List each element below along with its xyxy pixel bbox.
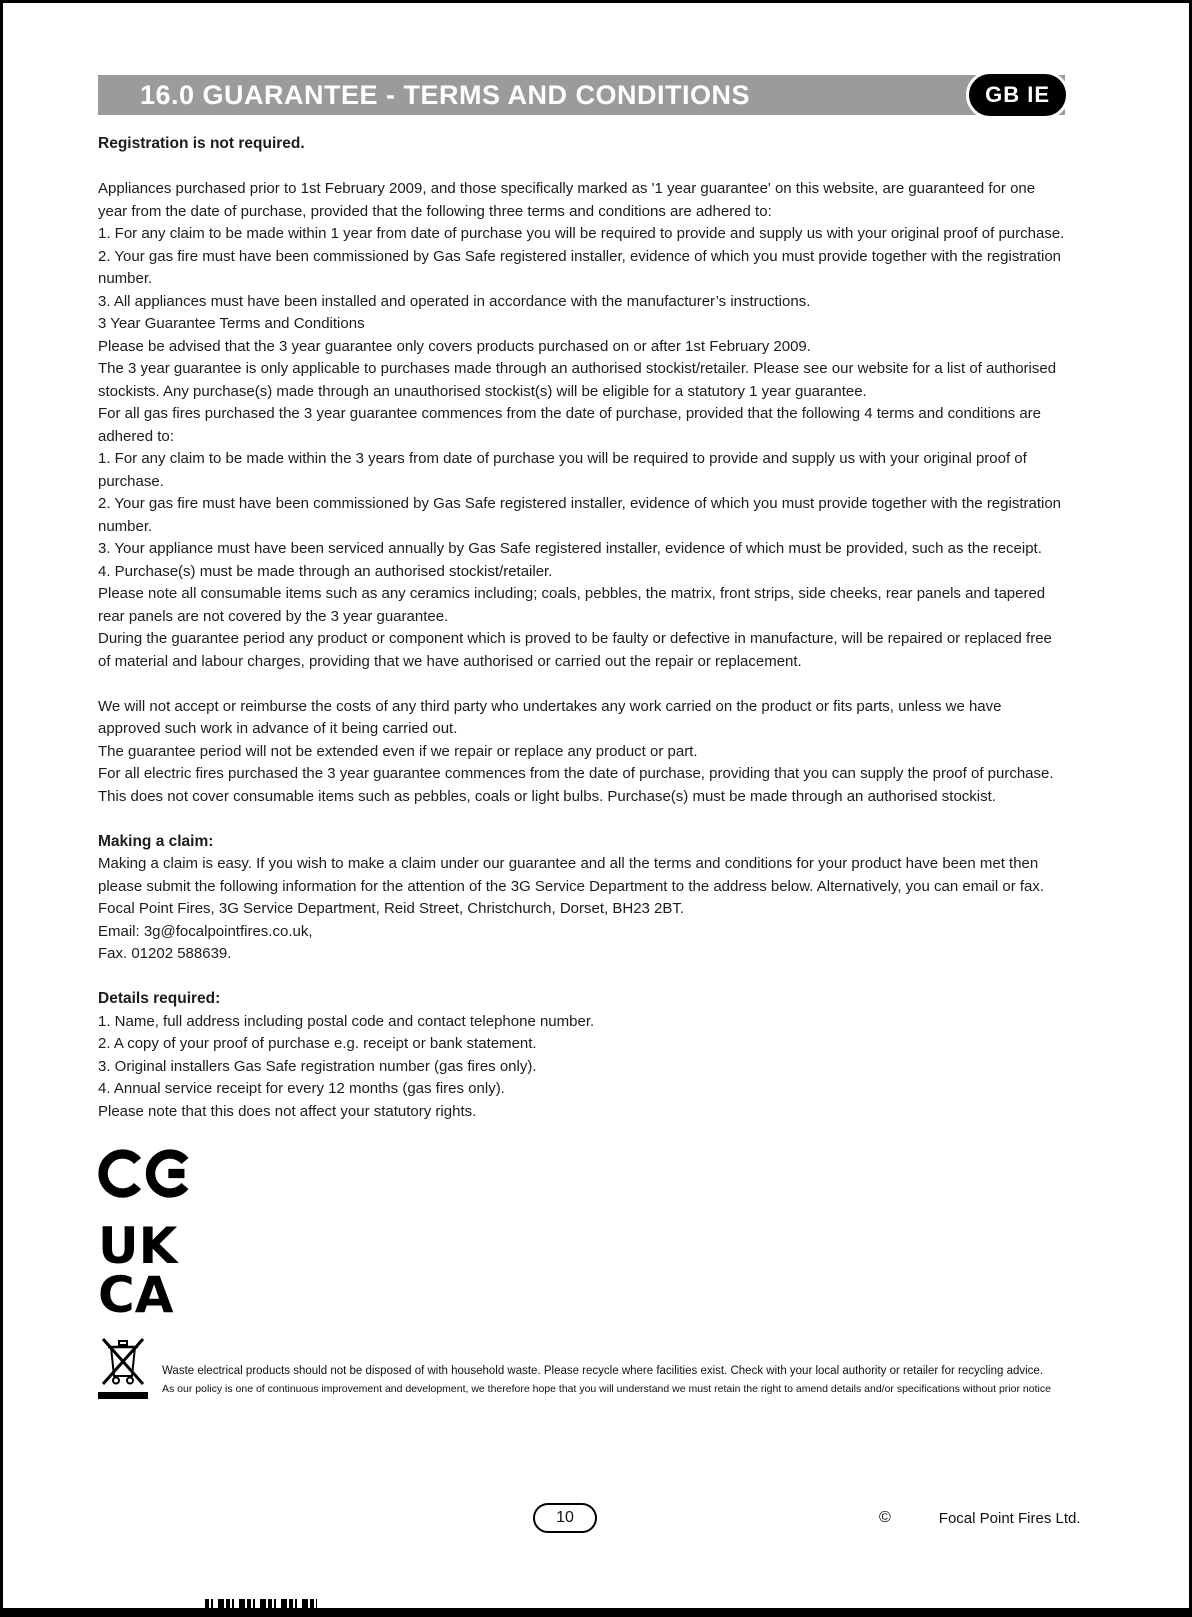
recycling-note: Waste electrical products should not be disposed of with household waste. Please recycle where facilities exist. Check with your local authority or retailer for recycling advice. <box>162 1365 1044 1377</box>
paragraph-spacer <box>98 156 1065 179</box>
body-paragraph: Email: 3g@focalpointfires.co.uk, <box>98 922 313 940</box>
body-paragraph: During the guarantee period any product or component which is proved to be faulty or defective in manufacture, will be repaired or replaced free of material and labour charges, providing that we have authorised or carried out the repair or replacement. <box>98 630 1052 670</box>
footer-copyright <box>879 1509 1081 1527</box>
body-paragraph: We will not accept or reimburse the costs of any third party who undertakes any work carried on the product or fits parts, unless we have approved such work in advance of it being carried out. <box>98 697 1002 737</box>
body-paragraph: 4. Annual service receipt for every 12 months (gas fires only). <box>98 1080 505 1097</box>
weee-section <box>98 1336 1065 1399</box>
body-paragraph: 3. Your appliance must have been serviced annually by Gas Safe registered installer, evidence of which must be provided, such as the receipt. <box>98 540 1042 557</box>
body-paragraph: The guarantee period will not be extended even if we repair or replace any product or part. <box>98 742 698 760</box>
paragraph-spacer <box>98 808 1065 831</box>
paragraph-spacer <box>98 966 1065 989</box>
ukca-mark-icon <box>98 1217 1065 1324</box>
weee-crossed-bin-icon <box>98 1336 148 1399</box>
body-paragraph: For all gas fires purchased the 3 year guarantee commences from the date of purchase, provided that the following 4 terms and conditions are adhered to: <box>98 405 1042 445</box>
body-paragraph: For all electric fires purchased the 3 year guarantee commences from the date of purchase, providing that you can supply the proof of purchase. This does not cover consumable items such as pebbles, coals or light bulbs. Purchase(s) must be made through an authorised stockist. <box>98 765 1054 805</box>
body-heading: Registration is not required. <box>98 135 305 152</box>
weee-bar <box>98 1392 148 1399</box>
country-badge: GB IE <box>966 71 1069 119</box>
body-paragraph: 2. Your gas fire must have been commissioned by Gas Safe registered installer, evidence of which you must provide together with the registration number. <box>98 247 1062 287</box>
company-name: Focal Point Fires Ltd. <box>938 1509 1081 1527</box>
body-paragraph: 2. Your gas fire must have been commissioned by Gas Safe registered installer, evidence of which you must provide together with the registration number. <box>98 495 1062 535</box>
body-heading: Details required: <box>98 990 221 1007</box>
body-paragraph: 1. For any claim to be made within 1 year from date of purchase you will be required to provide and supply us with your original proof of purchase. <box>98 225 1065 242</box>
body-paragraph: Please note all consumable items such as any ceramics including; coals, pebbles, the matrix, front strips, side cheeks, rear panels and tapered rear panels are not covered by the 3 year guarantee. <box>98 585 1046 625</box>
body-heading: Making a claim: <box>98 832 214 850</box>
ukca-letters-uk: UK <box>98 1217 178 1275</box>
body-paragraph: 3. Original installers Gas Safe registration number (gas fires only). <box>98 1057 537 1075</box>
body-paragraph: 3. All appliances must have been installed and operated in accordance with the manufacturer’s instructions. <box>98 292 811 310</box>
paragraph-spacer <box>98 673 1065 696</box>
body-paragraph: Please note that this does not affect your statutory rights. <box>98 1102 477 1120</box>
guarantee-terms-text <box>98 133 1065 1123</box>
body-paragraph: Appliances purchased prior to 1st February 2009, and those specifically marked as '1 year guarantee' on this website, are guaranteed for one year from the date of purchase, provided that the following three terms and conditions are adhered to: <box>98 180 1036 220</box>
body-paragraph: Please be advised that the 3 year guarantee only covers products purchased on or after 1st February 2009. <box>98 337 811 355</box>
body-paragraph: Fax. 01202 588639. <box>98 945 232 962</box>
policy-note: As our policy is one of continuous improvement and development, we therefore hope that you will understand we must retain the right to amend details and/or specifications without prior notice <box>162 1383 1051 1395</box>
body-paragraph: Making a claim is easy. If you wish to make a claim under our guarantee and all the terms and conditions for your product have been met then please submit the following information for the attention of the 3G Service Department to the address below. Alternatively, you can email or fax. <box>98 855 1045 895</box>
body-paragraph: 3 Year Guarantee Terms and Conditions <box>98 315 365 332</box>
body-paragraph: 1. For any claim to be made within the 3 years from date of purchase you will be required to provide and supply us with your original proof of purchase. <box>98 450 1027 490</box>
copyright-icon: © <box>879 1509 891 1526</box>
body-paragraph: Focal Point Fires, 3G Service Department, Reid Street, Christchurch, Dorset, BH23 2BT. <box>98 900 685 917</box>
body-paragraph: 4. Purchase(s) must be made through an authorised stockist/retailer. <box>98 562 553 580</box>
ce-mark-icon <box>98 1147 198 1200</box>
page-content <box>98 133 1065 1399</box>
ukca-letters-ca: CA <box>98 1266 174 1324</box>
body-paragraph: The 3 year guarantee is only applicable to purchases made through an authorised stockist/retailer. Please see our website for a list of authorised stockists. Any purchase(s) made through an unauthorised stockist(s) will be eligible for a statutory 1 year guarantee. <box>98 360 1057 400</box>
body-paragraph: 2. A copy of your proof of purchase e.g. receipt or bank statement. <box>98 1035 537 1052</box>
page-number-badge: 10 <box>533 1503 597 1533</box>
section-header-bar <box>98 75 1065 115</box>
body-paragraph: 1. Name, full address including postal code and contact telephone number. <box>98 1012 595 1030</box>
section-title: 16.0 GUARANTEE - TERMS AND CONDITIONS <box>140 80 751 110</box>
print-artifact-barcode <box>205 1599 317 1608</box>
footer-notes <box>162 1364 1051 1399</box>
